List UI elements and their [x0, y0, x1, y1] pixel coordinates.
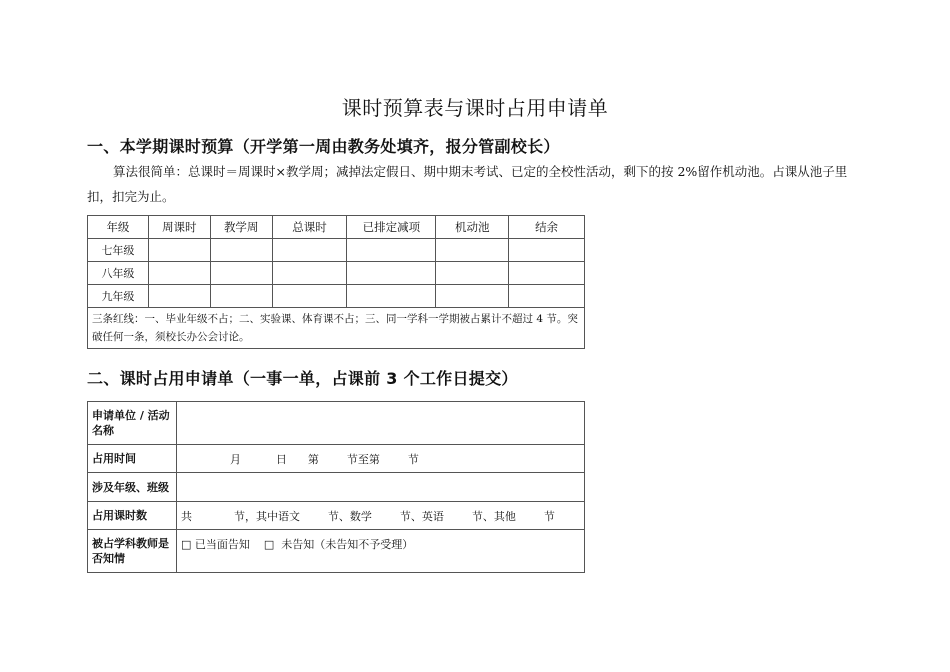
cell-input[interactable]	[148, 239, 210, 262]
cell-input[interactable]	[272, 239, 347, 262]
cell-input[interactable]	[210, 285, 272, 308]
label-hours-count: 占用课时数	[88, 502, 177, 530]
header-flex-pool: 机动池	[436, 216, 509, 239]
document-title: 课时预算表与课时占用申请单	[341, 96, 609, 120]
field-hours-count[interactable]: 共 节，其中语文 节、数学 节、英语 节、其他 节	[177, 502, 585, 530]
header-weekly-hours: 周课时	[148, 216, 210, 239]
row-label-grade7: 七年级	[88, 239, 149, 262]
form-row	[88, 473, 585, 502]
field-occupy-time[interactable]: 月 日 第 节至第 节	[177, 445, 585, 473]
header-balance: 结余	[509, 216, 585, 239]
budget-table-header-row	[88, 216, 585, 239]
form-row	[88, 530, 585, 573]
header-total-hours: 总课时	[272, 216, 347, 239]
row-label-grade8: 八年级	[88, 262, 149, 285]
cell-input[interactable]	[272, 262, 347, 285]
table-row	[88, 285, 585, 308]
cell-input[interactable]	[210, 262, 272, 285]
cell-input[interactable]	[148, 262, 210, 285]
table-note-row	[88, 308, 585, 349]
label-applicant: 申请单位 / 活动名称	[88, 402, 177, 445]
cell-input[interactable]	[436, 239, 509, 262]
cell-input[interactable]	[509, 239, 585, 262]
budget-table	[87, 215, 585, 349]
section2-heading: 二、课时占用申请单（一事一单，占课前 3 个工作日提交）	[87, 369, 518, 388]
header-scheduled-deductions: 已排定减项	[347, 216, 436, 239]
section1-heading: 一、本学期课时预算（开学第一周由教务处填齐，报分管副校长）	[87, 137, 560, 156]
cell-input[interactable]	[210, 239, 272, 262]
cell-input[interactable]	[347, 239, 436, 262]
field-applicant[interactable]	[177, 402, 585, 445]
header-teaching-weeks: 教学周	[210, 216, 272, 239]
table-note: 三条红线：一、毕业年级不占；二、实验课、体育课不占；三、同一学科一学期被占累计不超过 4 节。突破任何一条，须校长办公会讨论。	[88, 308, 585, 349]
table-row	[88, 239, 585, 262]
label-teacher-informed: 被占学科教师是否知情	[88, 530, 177, 573]
cell-input[interactable]	[509, 262, 585, 285]
form-row	[88, 402, 585, 445]
form-row	[88, 445, 585, 473]
cell-input[interactable]	[509, 285, 585, 308]
form-row	[88, 502, 585, 530]
table-row	[88, 262, 585, 285]
cell-input[interactable]	[436, 285, 509, 308]
cell-input[interactable]	[148, 285, 210, 308]
label-grade-class: 涉及年级、班级	[88, 473, 177, 502]
cell-input[interactable]	[347, 285, 436, 308]
field-teacher-informed[interactable]: □ 已当面告知 □ 未告知（未告知不予受理）	[177, 530, 585, 573]
row-label-grade9: 九年级	[88, 285, 149, 308]
application-form-table	[87, 401, 585, 573]
header-grade: 年级	[88, 216, 149, 239]
label-occupy-time: 占用时间	[88, 445, 177, 473]
field-grade-class[interactable]	[177, 473, 585, 502]
section1-paragraph: 算法很简单：总课时＝周课时×教学周；减掉法定假日、期中期末考试、已定的全校性活动，剩下的按 2%留作机动池。占课从池子里扣，扣完为止。	[87, 164, 848, 204]
cell-input[interactable]	[347, 262, 436, 285]
cell-input[interactable]	[272, 285, 347, 308]
cell-input[interactable]	[436, 262, 509, 285]
